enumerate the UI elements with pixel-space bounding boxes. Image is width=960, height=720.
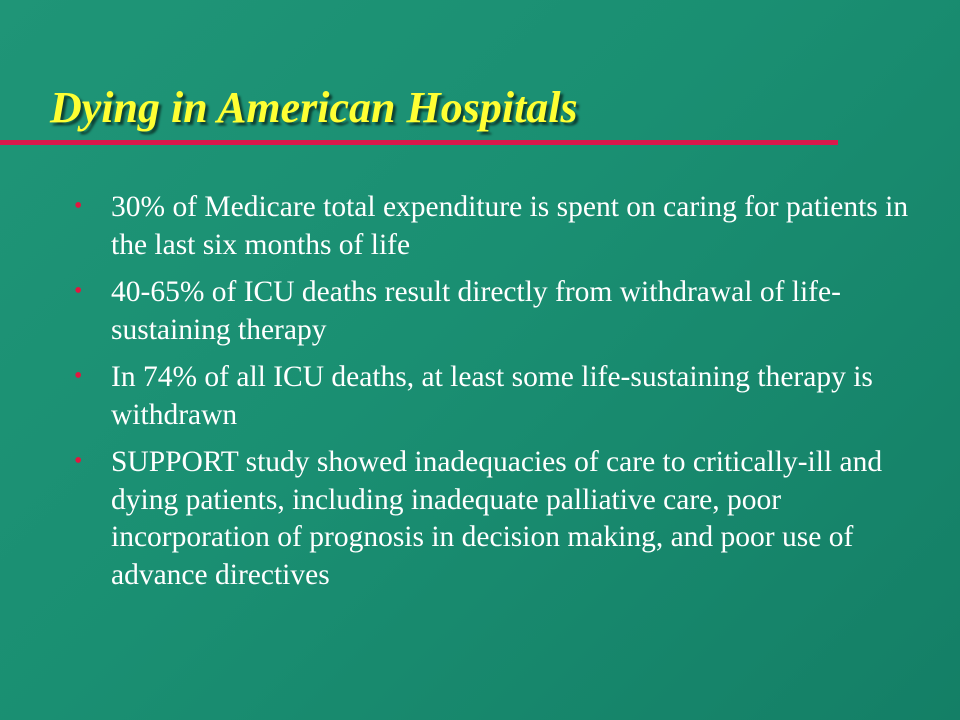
slide-title: Dying in American Hospitals — [50, 83, 578, 132]
bullet-dot-icon: • — [74, 448, 83, 474]
bullet-text: 40-65% of ICU deaths result directly from withdrawal of life-sustaining therapy — [111, 276, 841, 346]
bullet-item — [74, 189, 914, 264]
bullet-dot-icon: • — [74, 363, 83, 389]
title-underline-rule — [0, 140, 838, 145]
bullet-item — [74, 444, 914, 594]
bullet-text: In 74% of all ICU deaths, at least some life-sustaining therapy is withdrawn — [111, 361, 873, 431]
bullet-item — [74, 274, 914, 349]
bullet-list — [74, 189, 914, 604]
bullet-item — [74, 359, 914, 434]
bullet-dot-icon: • — [74, 193, 83, 219]
bullet-dot-icon: • — [74, 278, 83, 304]
bullet-text: 30% of Medicare total expenditure is spent on caring for patients in the last six months of life — [111, 191, 909, 261]
bullet-text: SUPPORT study showed inadequacies of care to critically-ill and dying patients, including inadequate palliative care, poor incorporation of prognosis in decision making, and poor use of advance directives — [111, 446, 883, 591]
